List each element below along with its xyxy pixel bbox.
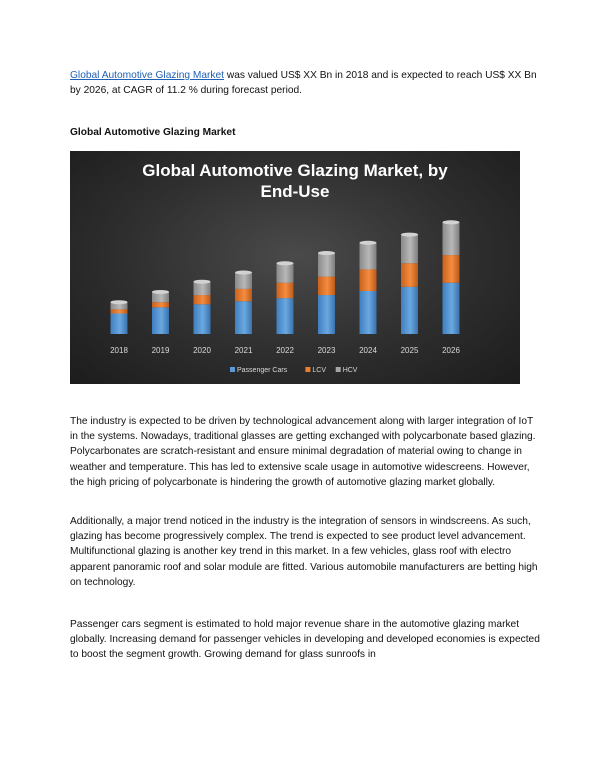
bar-passenger-cars-2024 — [360, 291, 377, 334]
bar-lcv-2019 — [152, 302, 169, 307]
section-heading: Global Automotive Glazing Market — [70, 127, 236, 138]
bar-cap-2025 — [401, 233, 418, 237]
bar-lcv-2021 — [235, 289, 252, 301]
bar-lcv-2022 — [277, 283, 294, 298]
legend-swatch-hcv — [336, 367, 341, 372]
bar-lcv-2018 — [111, 309, 128, 313]
bar-passenger-cars-2018 — [111, 314, 128, 335]
x-tick-2018: 2018 — [110, 346, 128, 355]
x-tick-labels — [110, 346, 460, 355]
bar-hcv-2026 — [443, 222, 460, 255]
legend-swatch-passenger-cars — [230, 367, 235, 372]
market-link[interactable]: Global Automotive Glazing Market — [70, 70, 225, 81]
bar-cap-2021 — [235, 271, 252, 275]
bar-cap-2024 — [360, 241, 377, 245]
bar-hcv-2025 — [401, 235, 418, 264]
bar-passenger-cars-2022 — [277, 298, 294, 334]
bar-cap-2019 — [152, 290, 169, 294]
paragraph-2: Additionally, a major trend noticed in the industry is the integration of sensors in windscreens. As such, glazing has become progressively complex. The trend is expected to see product level advancement. Multifunctional glazing is another key trend in this market. In a few vehicles, glass roof with electro apparent panoramic roof and solar module are fitted. Various automobile manufacturers are betting high on technology. — [70, 516, 538, 588]
x-tick-2023: 2023 — [317, 346, 336, 355]
x-tick-2022: 2022 — [276, 346, 294, 355]
chart-svg — [70, 151, 520, 384]
paragraph-1: The industry is expected to be driven by technological advancement along with larger integration of IoT in the systems. Nowadays, traditional glasses are getting exchanged with polycarbonate based glazing. Polycarbonates are scratch-resistant and ensure minimal degradation of material owing to change in weather and temperature. This has led to extensive scale usage in automotive widescreens. However, the high pricing of polycarbonate is hindering the growth of automotive glazing market globally. — [70, 416, 536, 488]
legend-label-passenger-cars: Passenger Cars — [237, 367, 288, 374]
legend-label-lcv: LCV — [312, 367, 327, 374]
bar-hcv-2022 — [277, 263, 294, 282]
bar-cap-2018 — [111, 300, 128, 304]
bar-cap-2020 — [194, 280, 211, 284]
x-tick-2020: 2020 — [193, 346, 211, 355]
x-tick-2026: 2026 — [442, 346, 460, 355]
legend-label-hcv: HCV — [342, 367, 358, 374]
bar-lcv-2024 — [360, 269, 377, 291]
x-tick-2021: 2021 — [234, 346, 253, 355]
x-tick-2019: 2019 — [151, 346, 170, 355]
bar-cap-2022 — [277, 261, 294, 265]
legend — [230, 367, 358, 374]
bar-lcv-2020 — [194, 295, 211, 304]
paragraph-3: Passenger cars segment is estimated to hold major revenue share in the automotive glazing market globally. Increasing demand for passenger vehicles in developing and developed economies is expected to boost the segment growth. Growing demand for glass sunroofs in — [70, 619, 540, 661]
bar-passenger-cars-2023 — [318, 295, 335, 334]
bar-lcv-2025 — [401, 263, 418, 287]
bar-passenger-cars-2025 — [401, 287, 418, 334]
legend-swatch-lcv — [305, 367, 310, 372]
x-tick-2024: 2024 — [359, 346, 377, 355]
bar-passenger-cars-2020 — [194, 304, 211, 334]
bar-cap-2023 — [318, 251, 335, 255]
intro-paragraph — [70, 68, 540, 98]
end-use-chart — [70, 151, 520, 384]
bar-cap-2026 — [443, 220, 460, 224]
bar-hcv-2023 — [318, 253, 335, 277]
bar-passenger-cars-2026 — [443, 283, 460, 334]
x-tick-2025: 2025 — [400, 346, 419, 355]
bar-hcv-2021 — [235, 273, 252, 289]
chart-title-line-1: Global Automotive Glazing Market, by — [142, 161, 448, 180]
bar-passenger-cars-2019 — [152, 307, 169, 334]
bar-lcv-2023 — [318, 277, 335, 295]
bar-hcv-2024 — [360, 243, 377, 270]
chart-title-line-2: End-Use — [260, 182, 330, 201]
bar-lcv-2026 — [443, 255, 460, 283]
bars-layer — [111, 220, 460, 334]
intro-text: was valued US$ XX Bn in 2018 and is expected to reach US$ XX Bn by 2026, at CAGR of 11.2 % during forecast period. — [70, 70, 537, 97]
bar-passenger-cars-2021 — [235, 301, 252, 334]
